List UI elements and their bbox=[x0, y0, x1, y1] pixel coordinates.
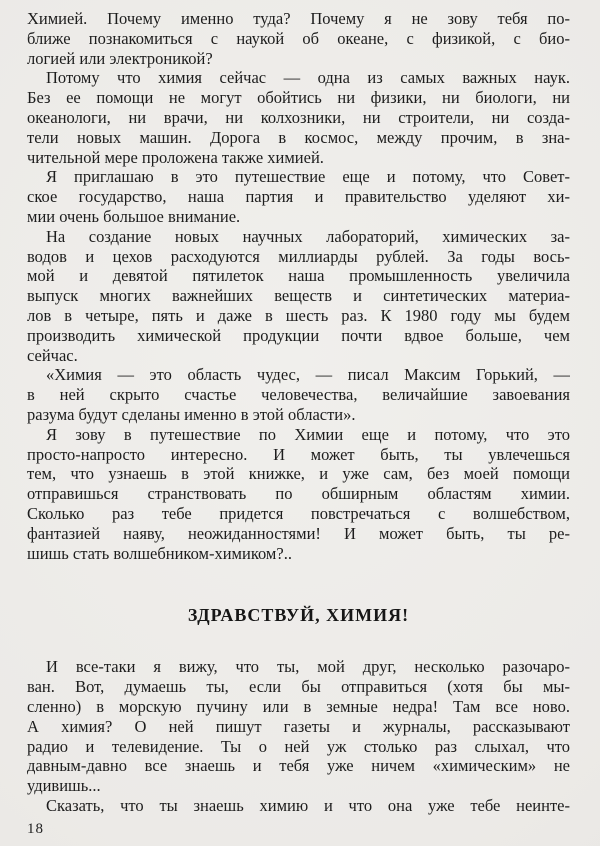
text-line: сейчас. bbox=[27, 345, 78, 365]
text-line: логией или электроникой? bbox=[27, 48, 213, 68]
text-line: шишь стать волшебником-химиком?.. bbox=[27, 543, 292, 563]
chapter-heading: ЗДРАВСТВУЙ, ХИМИЯ! bbox=[187, 605, 410, 626]
text-line: сленно) в морскую пучину или в земные недра! Там все ново. bbox=[27, 696, 570, 716]
text-line: «Химия — это область чудес, — писал Максим Горький, — bbox=[46, 365, 570, 385]
paragraph bbox=[27, 365, 570, 424]
text-line: океанологи, ни врачи, ни колхозники, ни строители, ни созда- bbox=[27, 107, 570, 127]
text-line: Я приглашаю в это путешествие еще и потому, что Совет- bbox=[46, 167, 570, 187]
paragraph bbox=[27, 167, 570, 226]
text-line: радио и телевидение. Ты о ней уж столько раз слыхал, что bbox=[27, 736, 570, 756]
text-line: удивишь... bbox=[27, 776, 101, 796]
text-line: мой и девятой пятилеток наша промышленность увеличила bbox=[27, 266, 570, 286]
text-line: Потому что химия сейчас — одна из самых важных наук. bbox=[46, 68, 570, 88]
text-line: разума будут сделаны именно в этой области». bbox=[27, 404, 356, 424]
paragraph bbox=[27, 425, 570, 564]
page-number: 18 bbox=[27, 820, 44, 837]
text-line: И все-таки я вижу, что ты, мой друг, несколько разочаро- bbox=[46, 657, 570, 677]
paragraph bbox=[27, 796, 570, 816]
text-line: фантазией наяву, неожиданностями! И может быть, ты ре- bbox=[27, 523, 570, 543]
text-line: Я зову в путешествие по Химии еще и потому, что это bbox=[46, 424, 570, 444]
text-line: выпуск многих важнейших веществ и синтетических материа- bbox=[27, 286, 570, 306]
text-line: Без ее помощи не могут обойтись ни физики, ни биологи, ни bbox=[27, 88, 570, 108]
text-line: Химией. Почему именно туда? Почему я не зову тебя по- bbox=[27, 9, 570, 28]
text-line: ближе познакомиться с наукой об океане, с физикой, с био- bbox=[27, 28, 570, 48]
text-line: лов в четыре, пять и даже в шесть раз. К 1980 году мы будем bbox=[27, 305, 570, 325]
text-line: тем, что узнаешь в этой книжке, и уже сам, без моей помощи bbox=[27, 464, 570, 484]
text-line: На создание новых научных лабораторий, химических за- bbox=[46, 226, 570, 246]
text-line: просто-напросто интересно. И может быть, ты увлечешься bbox=[27, 444, 570, 464]
paragraph bbox=[27, 68, 570, 167]
text-line: ван. Вот, думаешь ты, если бы отправиться (хотя бы мы- bbox=[27, 677, 570, 697]
paragraph bbox=[27, 9, 570, 68]
page-text-bottom bbox=[27, 657, 570, 815]
text-line: А химия? О ней пишут газеты и журналы, рассказывают bbox=[27, 716, 570, 736]
text-line: Сколько раз тебе придется повстречаться с волшебством, bbox=[27, 503, 570, 523]
page-text-top bbox=[27, 9, 570, 563]
text-line: производить химической продукции почти вдвое больше, чем bbox=[27, 325, 570, 345]
text-line: Сказать, что ты знаешь химию и что она уже тебе неинте- bbox=[46, 795, 570, 815]
text-line: ское государство, наша партия и правительство уделяют хи- bbox=[27, 187, 570, 207]
text-line: тели новых машин. Дорога в космос, между прочим, в зна- bbox=[27, 127, 570, 147]
text-line: в ней скрыто счастье человечества, величайшие завоевания bbox=[27, 385, 570, 405]
text-line: давным-давно все знаешь и тебя уже ничем «химическим» не bbox=[27, 756, 570, 776]
text-line: мии очень большое внимание. bbox=[27, 206, 241, 226]
paragraph bbox=[27, 657, 570, 796]
text-line: водов и цехов расходуются миллиарды рублей. За годы вось- bbox=[27, 246, 570, 266]
text-line: чительной мере проложена также химией. bbox=[27, 147, 324, 167]
text-line: отправишься странствовать по обширным областям химии. bbox=[27, 484, 570, 504]
paragraph bbox=[27, 227, 570, 366]
